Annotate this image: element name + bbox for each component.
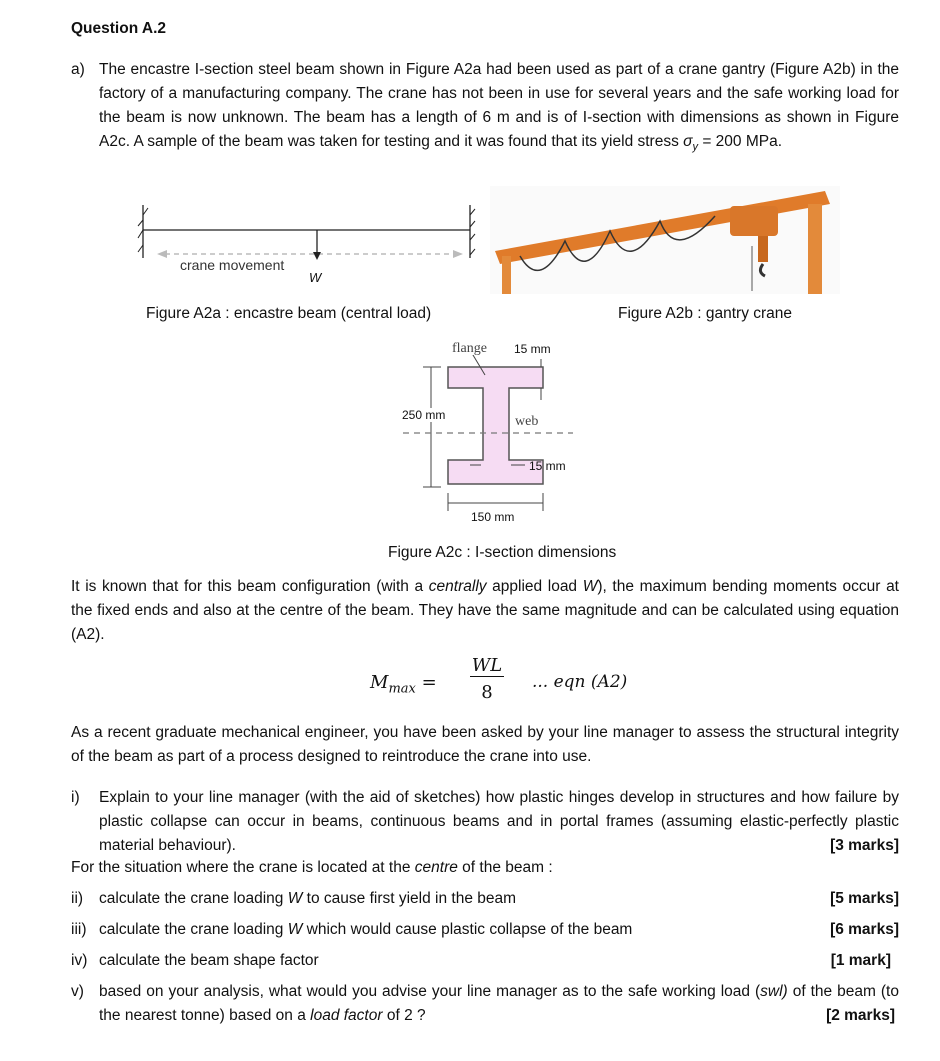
part-a-body: The encastre I-section steel beam shown in Figure A2a had been used as part of a crane gantry (Figure A2b) in the factory of a manufacturing company. The crane has not been in use for several years and the safe working load for the beam is now unknown. The beam has a length of 6 m and is of I-section with dimensions as shown in Figure A2c. A sample of the beam was taken for testing and it was found that its yield stress <box>99 61 899 150</box>
fig-a2b-caption: Figure A2b : gantry crane <box>618 305 793 322</box>
equation-a2: $M_{max}$ = WL 8 ... eqn (A2) <box>370 655 628 703</box>
situation-line: For the situation where the crane is located at the centre of the beam : <box>71 859 553 876</box>
width-label: 150 mm <box>468 510 517 524</box>
part-a-label: a) <box>71 61 85 78</box>
flange-label: flange <box>452 341 487 356</box>
question-v: v) based on your analysis, what would you advise your line manager as to the safe working load (swl) of the beam (to the nearest tonne) based on a load factor of 2 ? [2 marks] <box>71 983 899 1024</box>
gantry-crane-photo <box>490 186 840 294</box>
crane-movement-label: crane movement <box>180 257 285 273</box>
web-label: web <box>515 414 539 429</box>
part-a <box>71 58 899 159</box>
question-iv: iv) calculate the beam shape factor [1 mark] <box>71 952 891 969</box>
flange-thickness-label: 15 mm <box>514 342 551 356</box>
load-w-label: W <box>309 270 322 285</box>
sigma-symbol: $\sigma_y$ <box>683 133 699 154</box>
question-iii: iii) calculate the crane loading W which would cause plastic collapse of the beam [6 marks] <box>71 921 899 938</box>
height-label: 250 mm <box>402 408 446 422</box>
question-ii: ii) calculate the crane loading W to cause first yield in the beam [5 marks] <box>71 890 899 907</box>
part-a-text <box>99 58 899 159</box>
fig-a2c-caption: Figure A2c : I-section dimensions <box>388 544 617 561</box>
bending-moment-paragraph: It is known that for this beam configuration (with a centrally applied load W), the maximum bending moments occur at the fixed ends and also at the centre of the beam. They have the same magnitude and can be calculated using equation (A2). <box>71 578 899 643</box>
question-title: Question A.2 <box>71 20 167 37</box>
web-thickness-label: 15 mm <box>529 459 566 473</box>
stress-value: = 200 MPa. <box>698 133 783 150</box>
graduate-paragraph: As a recent graduate mechanical engineer, you have been asked by your line manager to assess the structural integrity of the beam as part of a process designed to reintroduce the crane into use. <box>71 724 899 765</box>
i-section-diagram <box>395 355 585 530</box>
fig-a2a-caption: Figure A2a : encastre beam (central load) <box>146 305 432 322</box>
question-i: i) Explain to your line manager (with the aid of sketches) how plastic hinges develop in structures and how failure by plastic collapse can occur in beams, continuous beams and in portal frames (assuming elastic-perfectly plastic material behaviour). [3 marks] <box>71 789 899 854</box>
